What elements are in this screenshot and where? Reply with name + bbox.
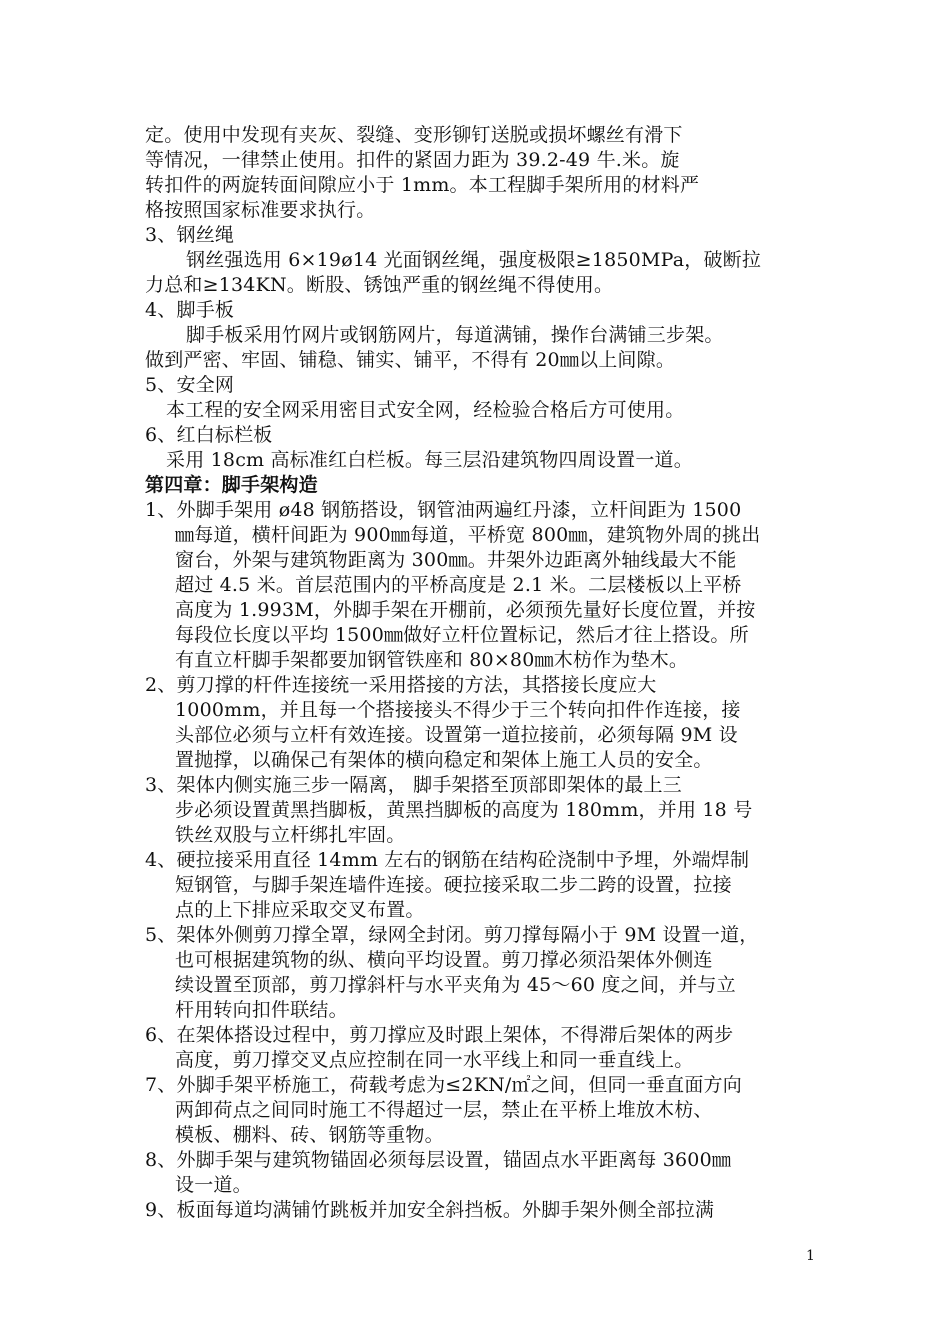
text-line: 超过 4.5 米。首层范围内的平桥高度是 2.1 米。二层楼板以上平桥 [175,574,742,596]
text-line: 采用 18cm 高标准红白栏板。每三层沿建筑物四周设置一道。 [166,449,693,471]
text-line: 1000mm，并且每一个搭接接头不得少于三个转向扣件作连接，接 [175,699,741,721]
text-line: 步必须设置黄黑挡脚板，黄黑挡脚板的高度为 180mm，并用 18 号 [175,799,753,821]
section-label: 6、红白标栏板 [145,424,273,446]
section-label: 4、脚手板 [145,299,235,321]
text-line: 做到严密、牢固、铺稳、铺实、铺平，不得有 20㎜以上间隙。 [145,349,676,371]
text-line: 脚手板采用竹网片或钢筋网片，每道满铺，操作台满铺三步架。 [186,324,724,346]
text-line: ㎜每道，横杆间距为 900㎜每道，平桥宽 800㎜，建筑物外周的挑出 [175,524,761,546]
text-line: 设一道。 [175,1174,252,1196]
text-line: 有直立杆脚手架都要加钢管铁座和 80×80㎜木枋作为垫木。 [175,649,689,671]
list-item: 1、外脚手架用 ø48 钢筋搭设，钢管油两遍红丹漆，立杆间距为 1500 [145,499,742,521]
text-line: 杆用转向扣件联结。 [175,999,348,1021]
list-item: 6、在架体搭设过程中，剪刀撑应及时跟上架体，不得滞后架体的两步 [145,1024,734,1046]
list-item: 7、外脚手架平桥施工，荷载考虑为≤2KN/㎡之间，但同一垂直面方向 [145,1074,742,1096]
list-item: 9、板面每道均满铺竹跳板并加安全斜挡板。外脚手架外侧全部拉满 [145,1199,715,1221]
text-line: 格按照国家标准要求执行。 [145,199,376,221]
text-line: 定。使用中发现有夹灰、裂缝、变形铆钉送脱或损坏螺丝有滑下 [145,124,683,146]
text-line: 窗台，外架与建筑物距离为 300㎜。井架外边距离外轴线最大不能 [175,549,737,571]
text-line: 等情况，一律禁止使用。扣件的紧固力距为 39.2-49 牛.米。旋 [145,149,680,171]
text-line: 两卸荷点之间同时施工不得超过一层，禁止在平桥上堆放木枋、 [175,1099,713,1121]
text-line: 短钢管，与脚手架连墙件连接。硬拉接采取二步二跨的设置，拉接 [175,874,732,896]
text-line: 置抛撑，以确保己有架体的横向稳定和架体上施工人员的安全。 [175,749,713,771]
list-item: 4、硬拉接采用直径 14mm 左右的钢筋在结构砼浇制中予埋，外端焊制 [145,849,750,871]
text-line: 本工程的安全网采用密目式安全网，经检验合格后方可使用。 [166,399,685,421]
text-line: 力总和≥134KN。断股、锈蚀严重的钢丝绳不得使用。 [145,274,614,296]
text-line: 点的上下排应采取交叉布置。 [175,899,425,921]
section-label: 3、钢丝绳 [145,224,235,246]
list-item: 2、剪刀撑的杆件连接统一采用搭接的方法，其搭接长度应大 [145,674,657,696]
text-line: 续设置至顶部，剪刀撑斜杆与水平夹角为 45～60 度之间，并与立 [175,974,736,996]
text-line: 高度，剪刀撑交叉点应控制在同一水平线上和同一垂直线上。 [175,1049,694,1071]
text-line: 钢丝强选用 6×19ø14 光面钢丝绳，强度极限≥1850MPa，破断拉 [186,249,762,271]
chapter-heading: 第四章：脚手架构造 [145,474,318,496]
text-line: 也可根据建筑物的纵、横向平均设置。剪刀撑必须沿架体外侧连 [175,949,713,971]
list-item: 8、外脚手架与建筑物锚固必须每层设置，锚固点水平距离每 3600㎜ [145,1149,732,1171]
text-line: 每段位长度以平均 1500㎜做好立杆位置标记，然后才往上搭设。所 [175,624,749,646]
page-number: 1 [806,1248,815,1264]
list-item: 3、架体内侧实施三步一隔离， 脚手架搭至顶部即架体的最上三 [145,774,682,796]
text-line: 模板、棚料、砖、钢筋等重物。 [175,1124,444,1146]
list-item: 5、架体外侧剪刀撑全罩，绿网全封闭。剪刀撑每隔小于 9M 设置一道， [145,924,759,946]
text-line: 头部位必须与立杆有效连接。设置第一道拉接前，必须每隔 9M 设 [175,724,738,746]
text-line: 高度为 1.993M，外脚手架在开棚前，必须预先量好长度位置，并按 [175,599,756,621]
text-line: 铁丝双股与立杆绑扎牢固。 [175,824,406,846]
section-label: 5、安全网 [145,374,235,396]
text-line: 转扣件的两旋转面间隙应小于 1mm。本工程脚手架所用的材料严 [145,174,700,196]
